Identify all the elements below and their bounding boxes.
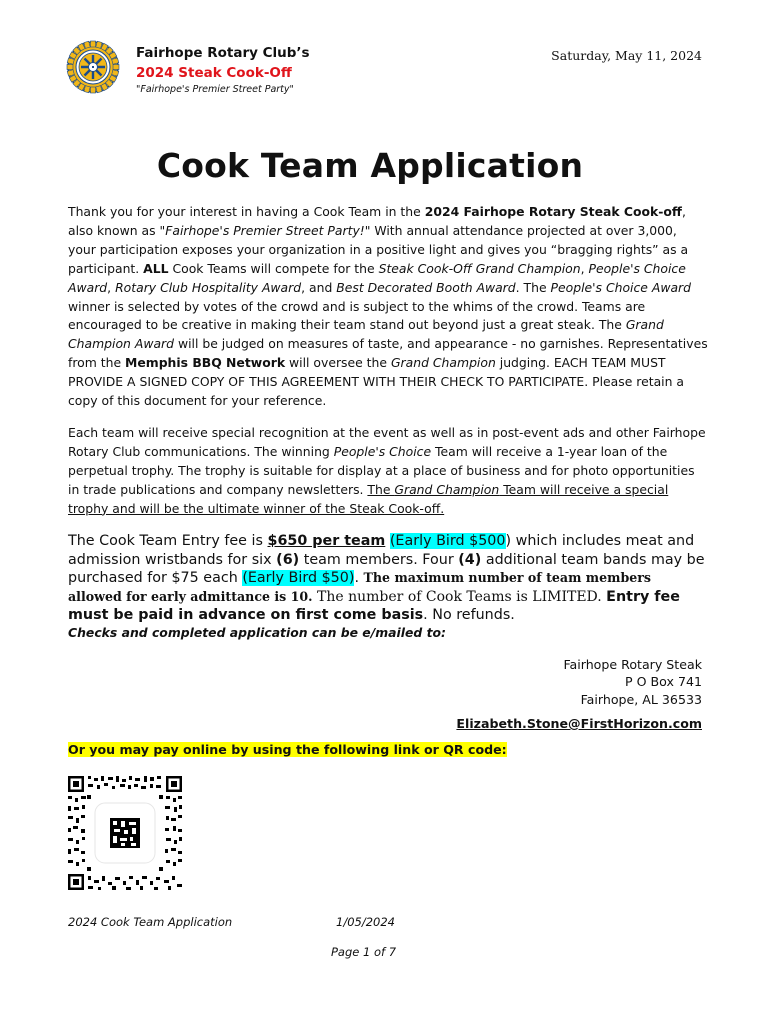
email-link[interactable]: Elizabeth.Stone@FirstHorizon.com — [456, 716, 702, 731]
address-line-3: Fairhope, AL 36533 — [580, 691, 702, 707]
max-members-note: The maximum number of team members allowed for early admittance is 10. — [68, 570, 652, 604]
early-bird-team-price: (Early Bird $500 — [389, 533, 506, 549]
rotary-wheel-icon — [66, 40, 120, 94]
address-line-2: P O Box 741 — [625, 674, 702, 690]
online-payment-line: Or you may pay online by using the following link or QR code: — [68, 742, 507, 757]
club-name: Fairhope Rotary Club’s — [136, 45, 310, 61]
mailing-address — [563, 656, 702, 708]
checks-instruction: Checks and completed application can be e/mailed to: — [68, 625, 446, 640]
page-title: Cook Team Application — [156, 146, 584, 185]
event-tagline: "Fairhope's Premier Street Party" — [136, 84, 294, 95]
event-name: 2024 Steak Cook-Off — [136, 65, 292, 81]
intro-paragraph: Thank you for your interest in having a Cook Team in the 2024 Fairhope Rotary Steak Cook-off, also known as "Fairhope's Premier Street Party!" With annual attendance projected at over 3,000, your participation exposes your organization in a positive light and gives you “bragging rights” as a participant. ALL Cook Teams will compete for the Steak Cook-Off Grand Champion, People's Choice Award, Rotary Club Hospitality Award, and Best Decorated Booth Award. The People's Choice Award winner is selected by votes of the crowd and is subject to the whims of the crowd. Teams are encouraged to be creative in making their team stand out beyond just a great steak. The Grand Champion Award will be judged on measures of taste, and appearance - no garnishes. Representatives from the Memphis BBQ Network will oversee the Grand Champion judging. EACH TEAM MUST PROVIDE A SIGNED COPY OF THIS AGREEMENT WITH THEIR CHECK TO PARTICIPATE. Please retain a copy of this document for your reference. — [68, 204, 708, 409]
header-date: Saturday, May 11, 2024 — [551, 48, 702, 63]
entry-fee-paragraph: The Cook Team Entry fee is $650 per team (Early Bird $500) which includes meat and admission wristbands for six (6) team members. Four (4) additional team bands may be purchased for $75 each (Early Bird $50). The maximum number of team members allowed for early admittance is 10. The number of Cook Teams is LIMITED. Entry fee must be paid in advance on first come basis. No refunds. — [68, 533, 705, 624]
entry-fee: $650 per team — [267, 533, 386, 549]
page-number: Page 1 of 7 — [331, 945, 397, 959]
footer-date: 1/05/2024 — [336, 915, 395, 929]
qr-code-icon[interactable] — [68, 776, 182, 890]
early-bird-band-price: (Early Bird $50) — [242, 570, 355, 587]
address-line-1: Fairhope Rotary Steak — [563, 657, 702, 672]
footer-document-name: 2024 Cook Team Application — [68, 915, 233, 929]
recognition-paragraph: Each team will receive special recognition at the event as well as in post-event ads and other Fairhope Rotary Club communications. The winning People's Choice Team will receive a 1-year loan of the perpetual trophy. The trophy is suitable for display at a place of business and for photo opportunities in trade publications and company newsletters. The Grand Champion Team will receive a special trophy and will be the ultimate winner of the Steak Cook-off. — [68, 425, 706, 516]
